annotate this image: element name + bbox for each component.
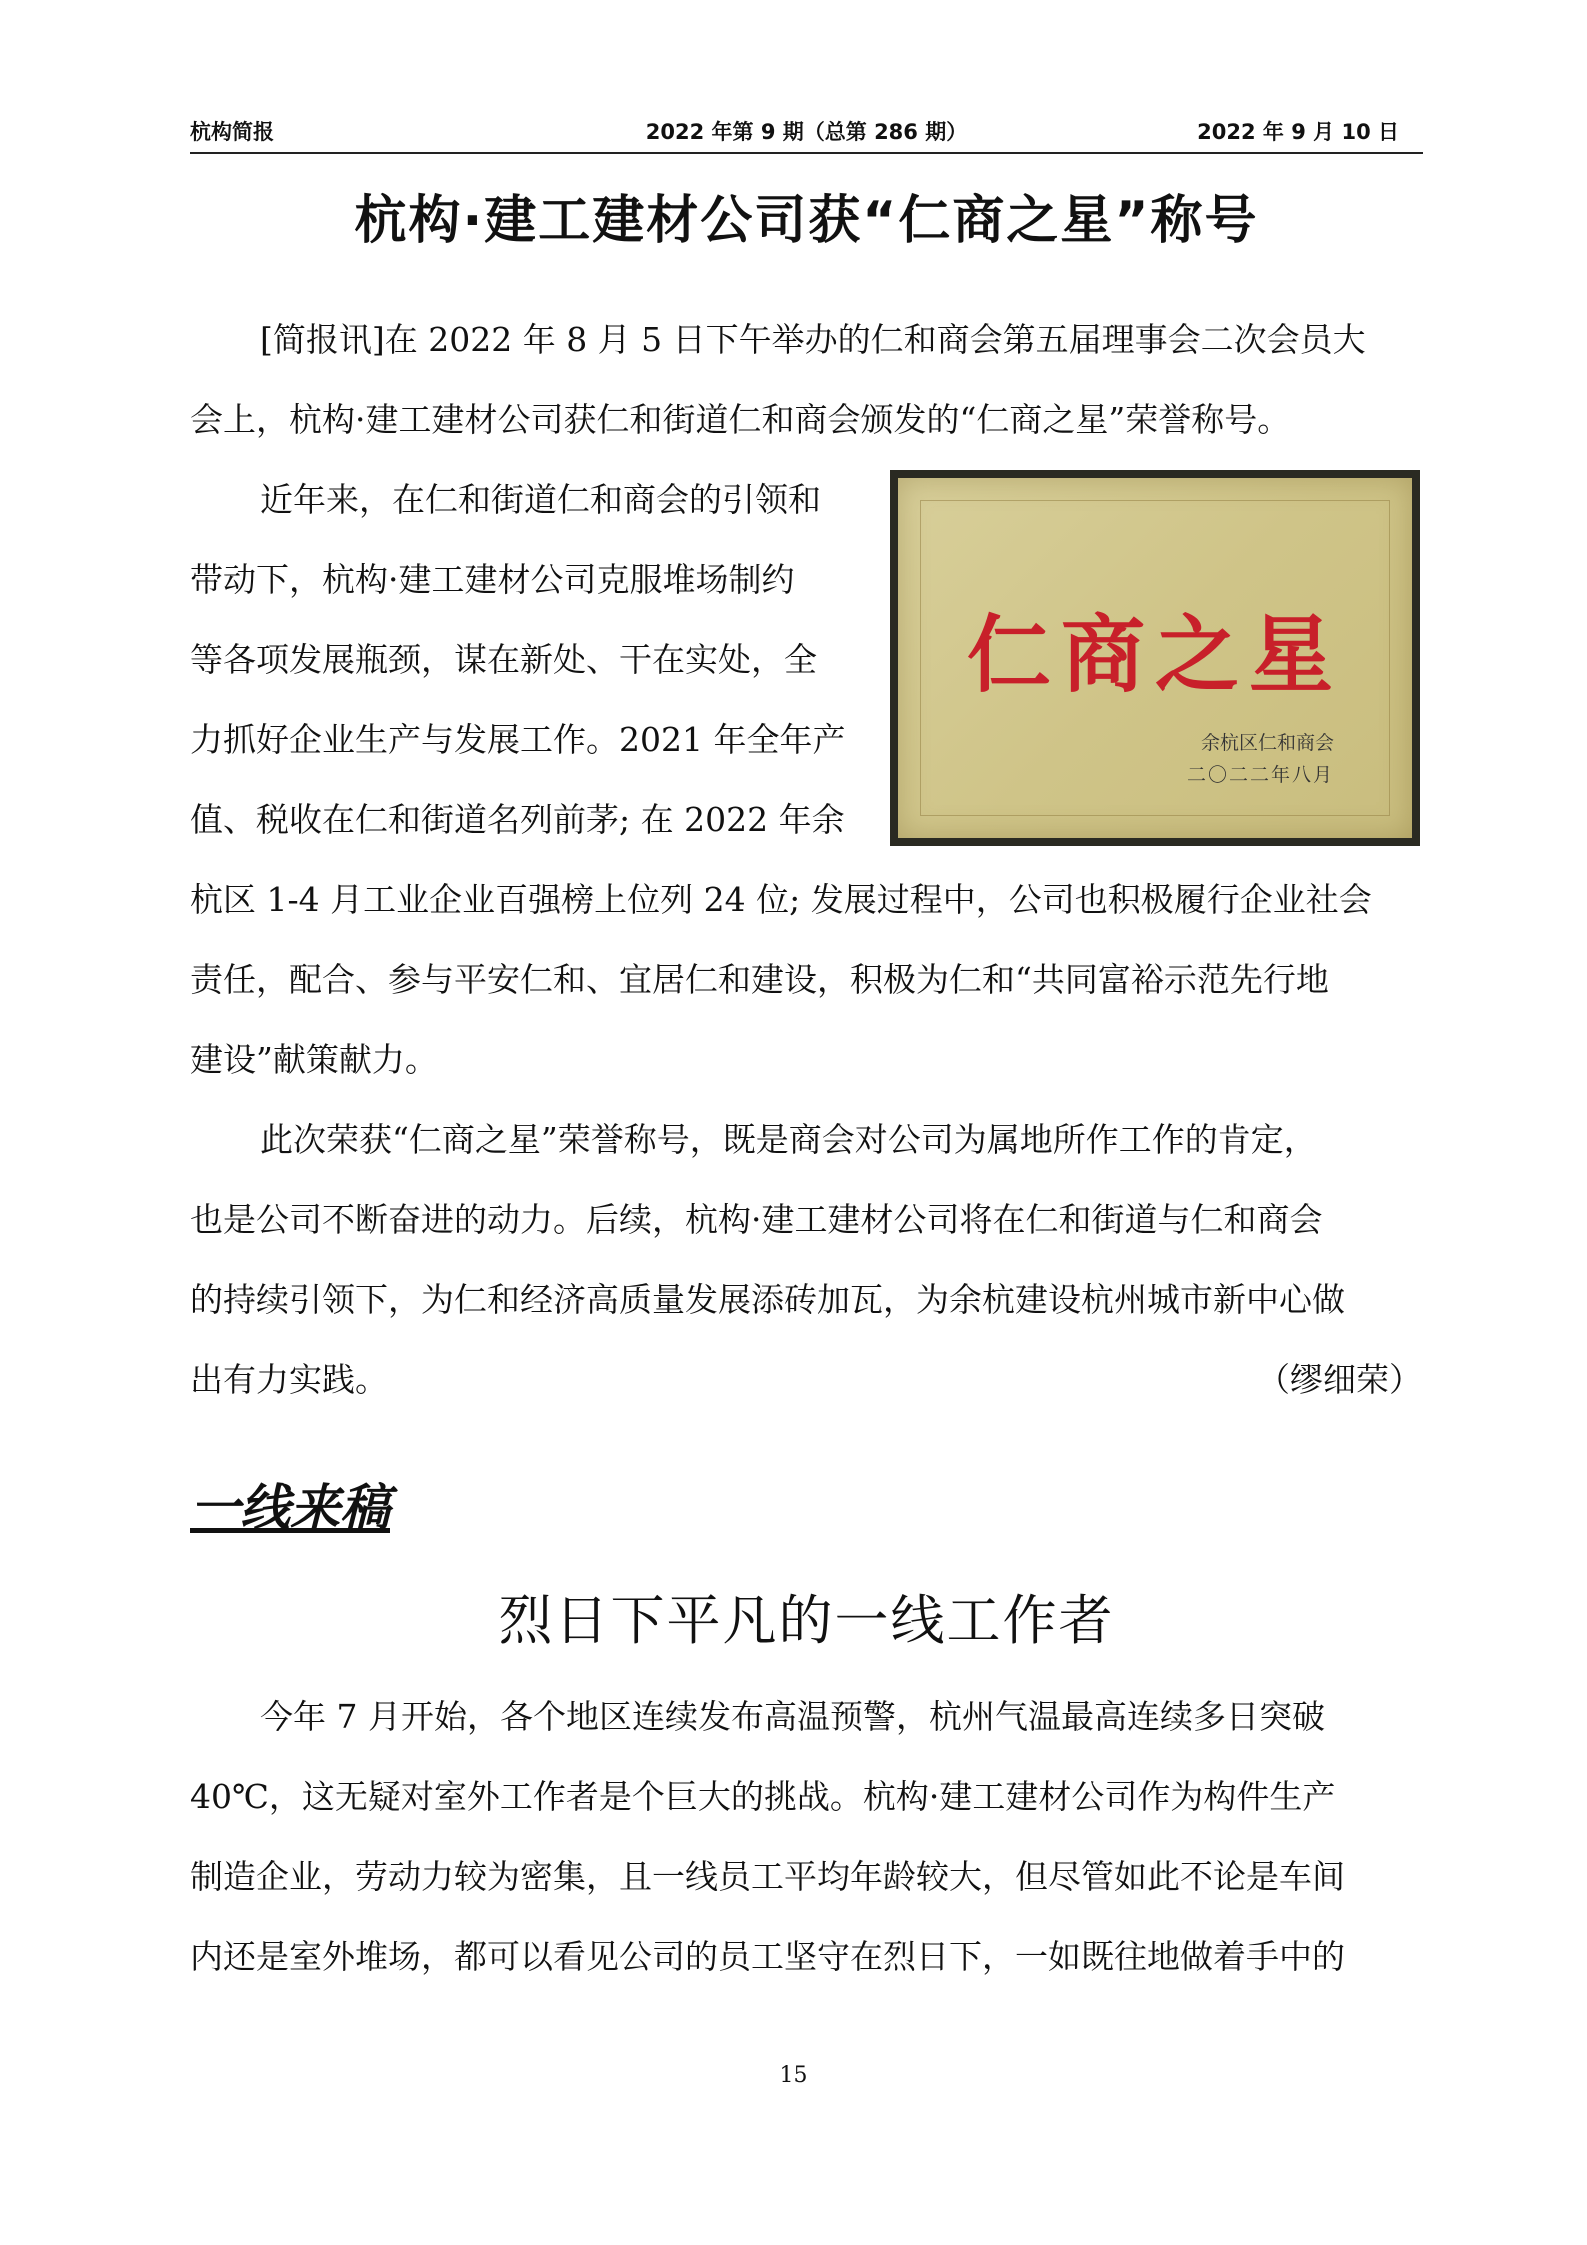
section-heading: 一线来稿 bbox=[190, 1478, 390, 1537]
article-author: （缪细荣） bbox=[1257, 1360, 1422, 1399]
paragraph-line: 出有力实践。 bbox=[190, 1360, 388, 1399]
plaque-title: 仁商之星 bbox=[966, 605, 1343, 704]
paragraph-line: 内还是室外堆场，都可以看见公司的员工坚守在烈日下，一如既往地做着手中的 bbox=[190, 1937, 1345, 1976]
paragraph-line: 此次荣获“仁商之星”荣誉称号，既是商会对公司为属地所作工作的肯定， bbox=[260, 1120, 1317, 1159]
paragraph-line: 责任，配合、参与平安仁和、宜居仁和建设，积极为仁和“共同富裕示范先行地 bbox=[190, 960, 1329, 999]
award-plaque bbox=[898, 478, 1412, 838]
paragraph-line: 值、税收在仁和街道名列前茅; 在 2022 年余 bbox=[190, 800, 845, 839]
page-number: 15 bbox=[779, 2063, 808, 2088]
paragraph-line: 近年来，在仁和街道仁和商会的引领和 bbox=[260, 480, 821, 519]
plaque-issuer: 余杭区仁和商会 bbox=[1200, 732, 1334, 754]
paragraph-line: 带动下，杭构·建工建材公司克服堆场制约 bbox=[190, 560, 795, 599]
paragraph-line: 的持续引领下，为仁和经济高质量发展添砖加瓦，为余杭建设杭州城市新中心做 bbox=[190, 1280, 1345, 1319]
paragraph-line: 也是公司不断奋进的动力。后续，杭构·建工建材公司将在仁和街道与仁和商会 bbox=[190, 1200, 1323, 1239]
paragraph-line: [简报讯]在 2022 年 8 月 5 日下午举办的仁和商会第五届理事会二次会员大 bbox=[260, 320, 1366, 359]
plaque-date: 二〇二二年八月 bbox=[1186, 764, 1334, 786]
paragraph-line: 力抓好企业生产与发展工作。2021 年全年产 bbox=[190, 720, 846, 759]
paragraph-line: 40℃，这无疑对室外工作者是个巨大的挑战。杭构·建工建材公司作为构件生产 bbox=[190, 1777, 1336, 1816]
paragraph-line: 今年 7 月开始，各个地区连续发布高温预警，杭州气温最高连续多日突破 bbox=[260, 1697, 1325, 1736]
award-plaque-photo bbox=[890, 470, 1420, 846]
paragraph-line: 会上，杭构·建工建材公司获仁和街道仁和商会颁发的“仁商之星”荣誉称号。 bbox=[190, 400, 1291, 439]
paragraph-line: 制造企业，劳动力较为密集，且一线员工平均年龄较大，但尽管如此不论是车间 bbox=[190, 1857, 1345, 1896]
header-date: 2022 年 9 月 10 日 bbox=[1197, 120, 1399, 144]
paragraph-line: 杭区 1-4 月工业企业百强榜上位列 24 位; 发展过程中，公司也积极履行企业社会 bbox=[190, 880, 1372, 919]
header-issue-number: 2022 年第 9 期（总第 286 期） bbox=[645, 120, 968, 144]
paragraph-line: 等各项发展瓶颈，谋在新处、干在实处，全 bbox=[190, 640, 817, 679]
paragraph-line: 建设”献策献力。 bbox=[190, 1040, 438, 1079]
article-title-2: 烈日下平凡的一线工作者 bbox=[498, 1589, 1115, 1652]
header-publication-name: 杭构简报 bbox=[190, 120, 274, 144]
page-header bbox=[190, 112, 1423, 154]
article-title: 杭构·建工建材公司获“仁商之星”称号 bbox=[354, 191, 1259, 251]
